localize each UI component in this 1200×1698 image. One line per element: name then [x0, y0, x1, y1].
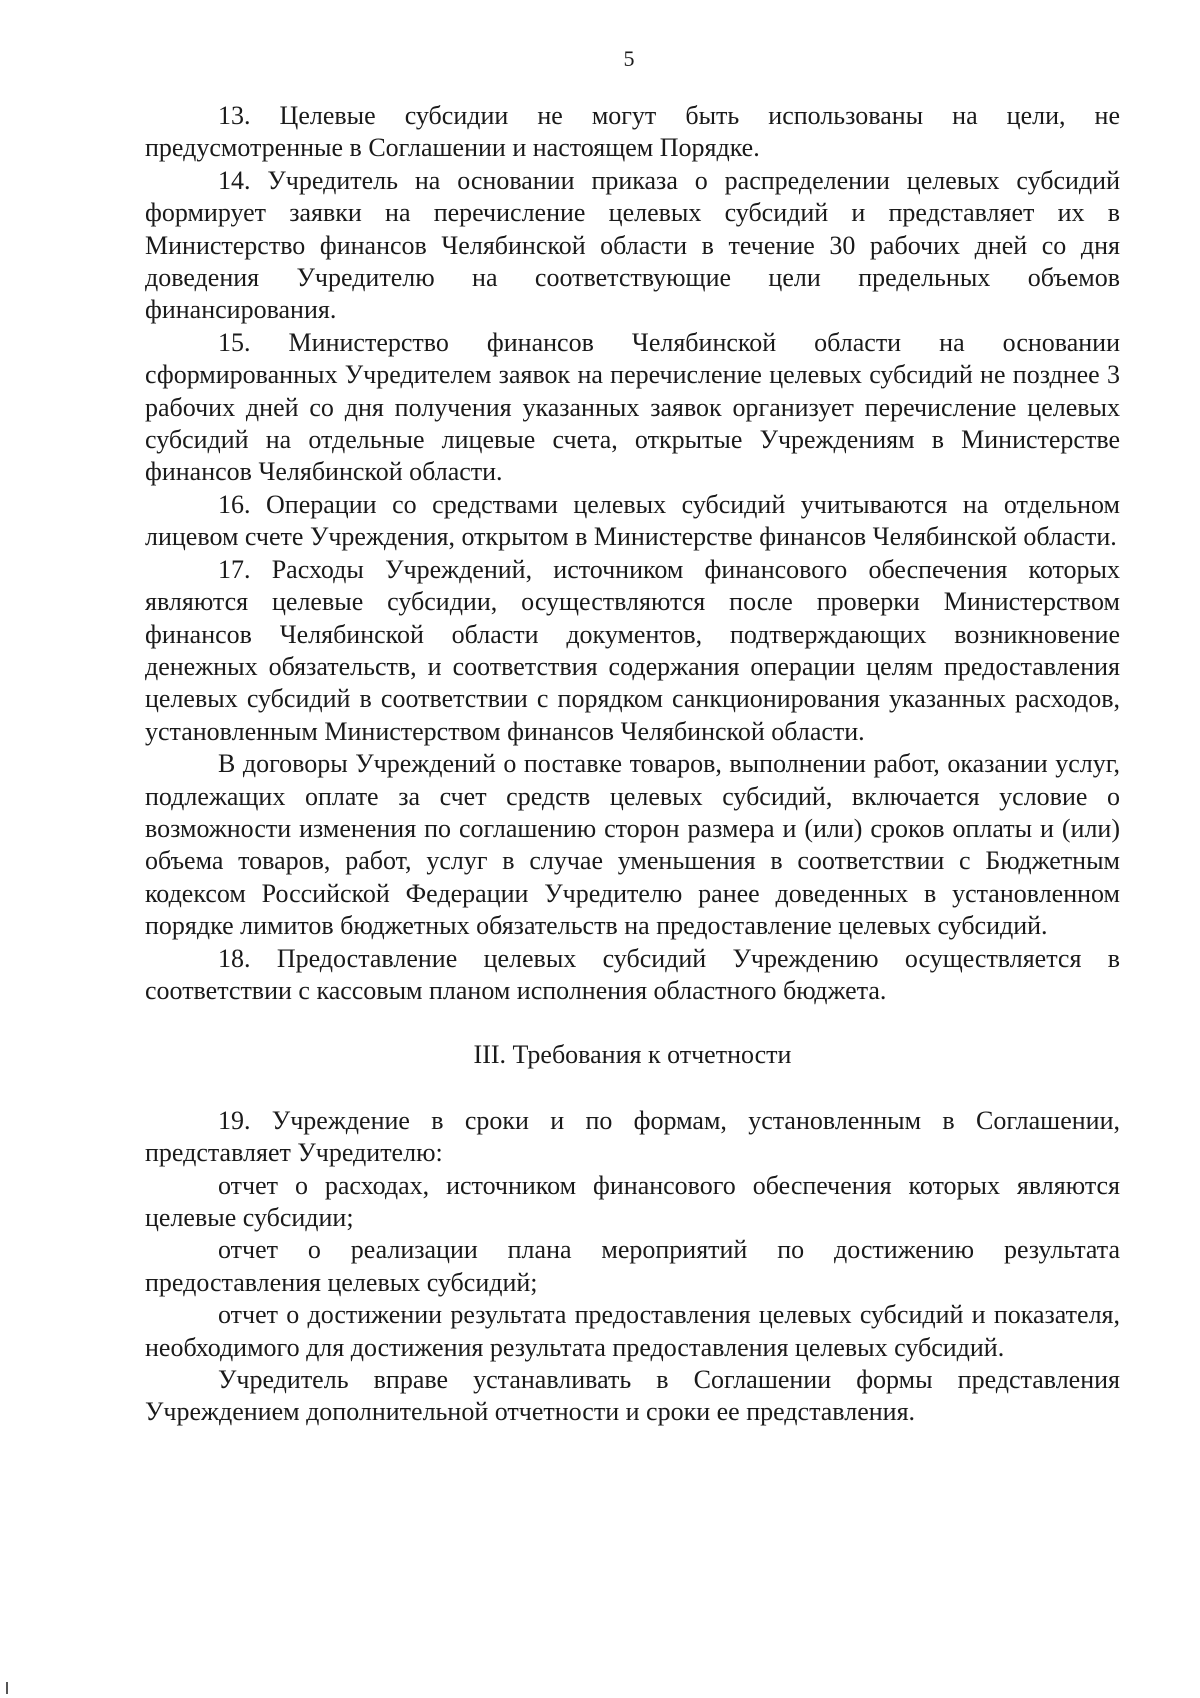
paragraph-13: 13. Целевые субсидии не могут быть использованы на цели, не предусмотренные в Соглашении и настоящем Порядке. [145, 101, 1120, 163]
section-heading: III. Требования к отчетности [473, 1040, 792, 1070]
paragraph-19: 19. Учреждение в сроки и по формам, установленным в Соглашении, представляет Учредителю: [145, 1105, 1120, 1168]
report-item-expenses: отчет о расходах, источником финансового обеспечения которых являются целевые субсидии; [145, 1170, 1120, 1232]
report-item-result: отчет о достижении результата предоставления целевых субсидий и показателя, необходимого для достижения результата предоставления целевых субсидий. [145, 1300, 1120, 1362]
scan-edge-mark [6, 1682, 8, 1694]
paragraph-14: 14. Учредитель на основании приказа о распределении целевых субсидий формирует заявки на перечисление целевых субсидий и представляет их в Министерство финансов Челябинской области в течение 30 рабочих дней со дня доведения Учредителю на соответствующие цели предельных объемов финансирования. [145, 165, 1120, 325]
page-number: 5 [623, 46, 635, 71]
document-body [145, 100, 1120, 1429]
paragraph-additional-reporting: Учредитель вправе устанавливать в Соглашении формы представления Учреждением дополнительной отчетности и сроки ее представления. [145, 1365, 1120, 1427]
paragraph-17-contracts: В договоры Учреждений о поставке товаров, выполнении работ, оказании услуг, подлежащих оплате за счет средств целевых субсидий, включается условие о возможности изменения по соглашению сторон размера и (или) сроков оплаты и (или) объема товаров, работ, услуг в случае уменьшения в соответствии с Бюджетным кодексом Российской Федерации Учредителю ранее доведенных в установленном порядке лимитов бюджетных обязательств на предоставление целевых субсидий. [145, 749, 1120, 941]
paragraph-18: 18. Предоставление целевых субсидий Учреждению осуществляется в соответствии с кассовым планом исполнения областного бюджета. [145, 943, 1120, 1005]
paragraph-15: 15. Министерство финансов Челябинской области на основании сформированных Учредителем заявок на перечисление целевых субсидий не позднее 3 рабочих дней со дня получения указанных заявок организует перечисление целевых субсидий на отдельные лицевые счета, открытые Учреждениям в Министерстве финансов Челябинской области. [145, 327, 1120, 487]
report-item-plan: отчет о реализации плана мероприятий по достижению результата предоставления целевых субсидий; [145, 1235, 1120, 1297]
paragraph-17: 17. Расходы Учреждений, источником финансового обеспечения которых являются целевые субсидии, осуществляются после проверки Министерством финансов Челябинской области документов, подтверждающих возникновение денежных обязательств, и соответствия содержания операции целям предоставления целевых субсидий в соответствии с порядком санкционирования указанных расходов, установленным Министерством финансов Челябинской области. [145, 554, 1120, 746]
paragraph-16: 16. Операции со средствами целевых субсидий учитываются на отдельном лицевом счете Учреждения, открытом в Министерстве финансов Челябинской области. [145, 489, 1120, 552]
